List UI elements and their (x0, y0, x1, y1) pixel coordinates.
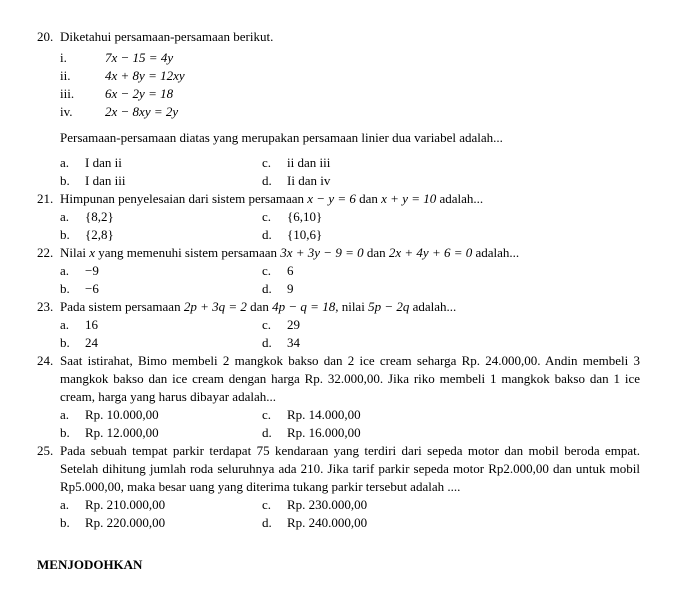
option-label: b. (60, 335, 70, 350)
question-24 (37, 352, 640, 442)
roman-numeral-label: iv. (60, 104, 73, 119)
option-text: ii dan iii (287, 155, 331, 170)
option-text: Rp. 230.000,00 (287, 497, 368, 512)
question-text: Diketahui persamaan-persamaan berikut. (60, 29, 274, 44)
math-expression: 3x + 3y − 9 = 0 (280, 245, 364, 260)
section-heading: MENJODOHKAN (37, 557, 143, 572)
text-segment: adalah... (436, 191, 484, 206)
text-segment: , nilai (335, 299, 369, 314)
options-grid (60, 406, 640, 442)
option-label: c. (262, 497, 272, 512)
options-grid (60, 316, 640, 352)
question-text (60, 298, 640, 316)
option-text: Rp. 210.000,00 (85, 497, 166, 512)
text-segment: dan (246, 299, 273, 314)
option-label: b. (60, 227, 70, 242)
question-text: Pada sebuah tempat parkir terdapat 75 kendaraan yang terdiri dari sepeda motor dan mobil beroda empat. Setelah dihitung jumlah roda seluruhnya ada 210. Jika tarif parkir sepeda motor Rp2.000,00 dan untuk mobil Rp5.000,00, maka besar uang yang diterima tukang parkir tersebut adalah .... (60, 443, 640, 494)
option-c (262, 154, 640, 172)
option-a (60, 208, 262, 226)
options-grid (60, 262, 640, 298)
question-21 (37, 190, 640, 244)
option-text: Ii dan iv (287, 173, 331, 188)
option-label: b. (60, 173, 70, 188)
option-c (262, 496, 640, 514)
math-equation: 4x + 8y = 12xy (105, 68, 185, 83)
option-d (262, 280, 640, 298)
option-b (60, 334, 262, 352)
roman-numeral-label: ii. (60, 68, 71, 83)
question-number: 23. (37, 299, 54, 314)
options-grid (60, 154, 640, 190)
roman-numeral-label: i. (60, 50, 67, 65)
math-expression: 2p + 3q = 2 (183, 299, 247, 314)
text-segment: adalah... (472, 245, 520, 260)
option-text: 24 (85, 335, 98, 350)
question-number: 24. (37, 353, 54, 368)
option-d (262, 514, 640, 532)
question-text (60, 190, 640, 208)
math-expression: x − y = 6 (307, 191, 356, 206)
option-c (262, 406, 640, 424)
option-d (262, 334, 640, 352)
option-label: d. (262, 281, 272, 296)
option-text: I dan ii (85, 155, 122, 170)
option-label: a. (60, 155, 70, 170)
option-b (60, 172, 262, 190)
option-c (262, 262, 640, 280)
option-text: −9 (85, 263, 99, 278)
option-a (60, 262, 262, 280)
option-label: a. (60, 209, 70, 224)
option-d (262, 226, 640, 244)
math-expression: x (89, 245, 96, 260)
option-text: Rp. 240.000,00 (287, 515, 368, 530)
option-a (60, 154, 262, 172)
question-25 (37, 442, 640, 532)
math-expression: 2x + 4y + 6 = 0 (388, 245, 473, 260)
option-b (60, 226, 262, 244)
option-label: d. (262, 515, 272, 530)
equation-item (60, 49, 640, 67)
option-text: I dan iii (85, 173, 126, 188)
option-text: 16 (85, 317, 98, 332)
option-d (262, 424, 640, 442)
option-b (60, 280, 262, 298)
option-label: b. (60, 425, 70, 440)
equation-item (60, 85, 640, 103)
text-segment: Pada sistem persamaan (60, 299, 184, 314)
question-number: 25. (37, 443, 54, 458)
option-label: c. (262, 263, 272, 278)
option-label: a. (60, 317, 70, 332)
option-label: a. (60, 497, 70, 512)
option-c (262, 316, 640, 334)
math-equation: 7x − 15 = 4y (105, 50, 174, 65)
question-number: 22. (37, 245, 54, 260)
question-20 (37, 28, 640, 190)
equation-item (60, 67, 640, 85)
option-a (60, 406, 262, 424)
text-segment: Nilai (60, 245, 90, 260)
option-text: {10,6} (287, 227, 323, 242)
option-text: {2,8} (85, 227, 114, 242)
option-label: b. (60, 281, 70, 296)
option-label: c. (262, 407, 272, 422)
question-number: 20. (37, 29, 54, 44)
option-c (262, 208, 640, 226)
option-a (60, 496, 262, 514)
option-a (60, 316, 262, 334)
text-segment: dan (355, 191, 382, 206)
option-b (60, 424, 262, 442)
option-text: Rp. 12.000,00 (85, 425, 159, 440)
equation-list (60, 49, 640, 121)
math-expression: x + y = 10 (381, 191, 437, 206)
option-text: 29 (287, 317, 300, 332)
option-text: 9 (287, 281, 294, 296)
question-text (60, 244, 640, 262)
option-label: d. (262, 335, 272, 350)
text-segment: dan (363, 245, 389, 260)
text-segment: Himpunan penyelesaian dari sistem persamaan (60, 191, 308, 206)
option-label: c. (262, 155, 272, 170)
option-text: −6 (85, 281, 99, 296)
option-label: c. (262, 209, 272, 224)
question-22 (37, 244, 640, 298)
roman-numeral-label: iii. (60, 86, 75, 101)
option-text: {6,10} (287, 209, 323, 224)
option-b (60, 514, 262, 532)
question-23 (37, 298, 640, 352)
option-text: 6 (287, 263, 294, 278)
option-label: a. (60, 263, 70, 278)
option-label: b. (60, 515, 70, 530)
option-text: Rp. 10.000,00 (85, 407, 159, 422)
option-text: {8,2} (85, 209, 114, 224)
option-label: a. (60, 407, 70, 422)
option-label: d. (262, 227, 272, 242)
option-label: d. (262, 173, 272, 188)
option-label: d. (262, 425, 272, 440)
math-equation: 6x − 2y = 18 (105, 86, 174, 101)
text-segment: adalah... (409, 299, 457, 314)
math-expression: 4p − q = 18 (272, 299, 336, 314)
math-expression: 5p − 2q (368, 299, 410, 314)
math-equation: 2x − 8xy = 2y (105, 104, 179, 119)
option-d (262, 172, 640, 190)
option-text: Rp. 16.000,00 (287, 425, 361, 440)
option-label: c. (262, 317, 272, 332)
option-text: Rp. 14.000,00 (287, 407, 361, 422)
text-segment: yang memenuhi sistem persamaan (95, 245, 281, 260)
options-grid (60, 496, 640, 532)
option-text: 34 (287, 335, 300, 350)
question-number: 21. (37, 191, 54, 206)
question-text: Saat istirahat, Bimo membeli 2 mangkok bakso dan 2 ice cream seharga Rp. 24.000,00. Andin membeli 3 mangkok bakso dan ice cream dengan harga Rp. 32.000,00. Jika riko membeli 1 mangkok bakso dan 1 ice cream, harga yang harus dibayar adalah... (60, 353, 640, 404)
option-text: Rp. 220.000,00 (85, 515, 166, 530)
equation-item (60, 103, 640, 121)
options-grid (60, 208, 640, 244)
question-prompt: Persamaan-persamaan diatas yang merupakan persamaan linier dua variabel adalah... (60, 130, 503, 145)
